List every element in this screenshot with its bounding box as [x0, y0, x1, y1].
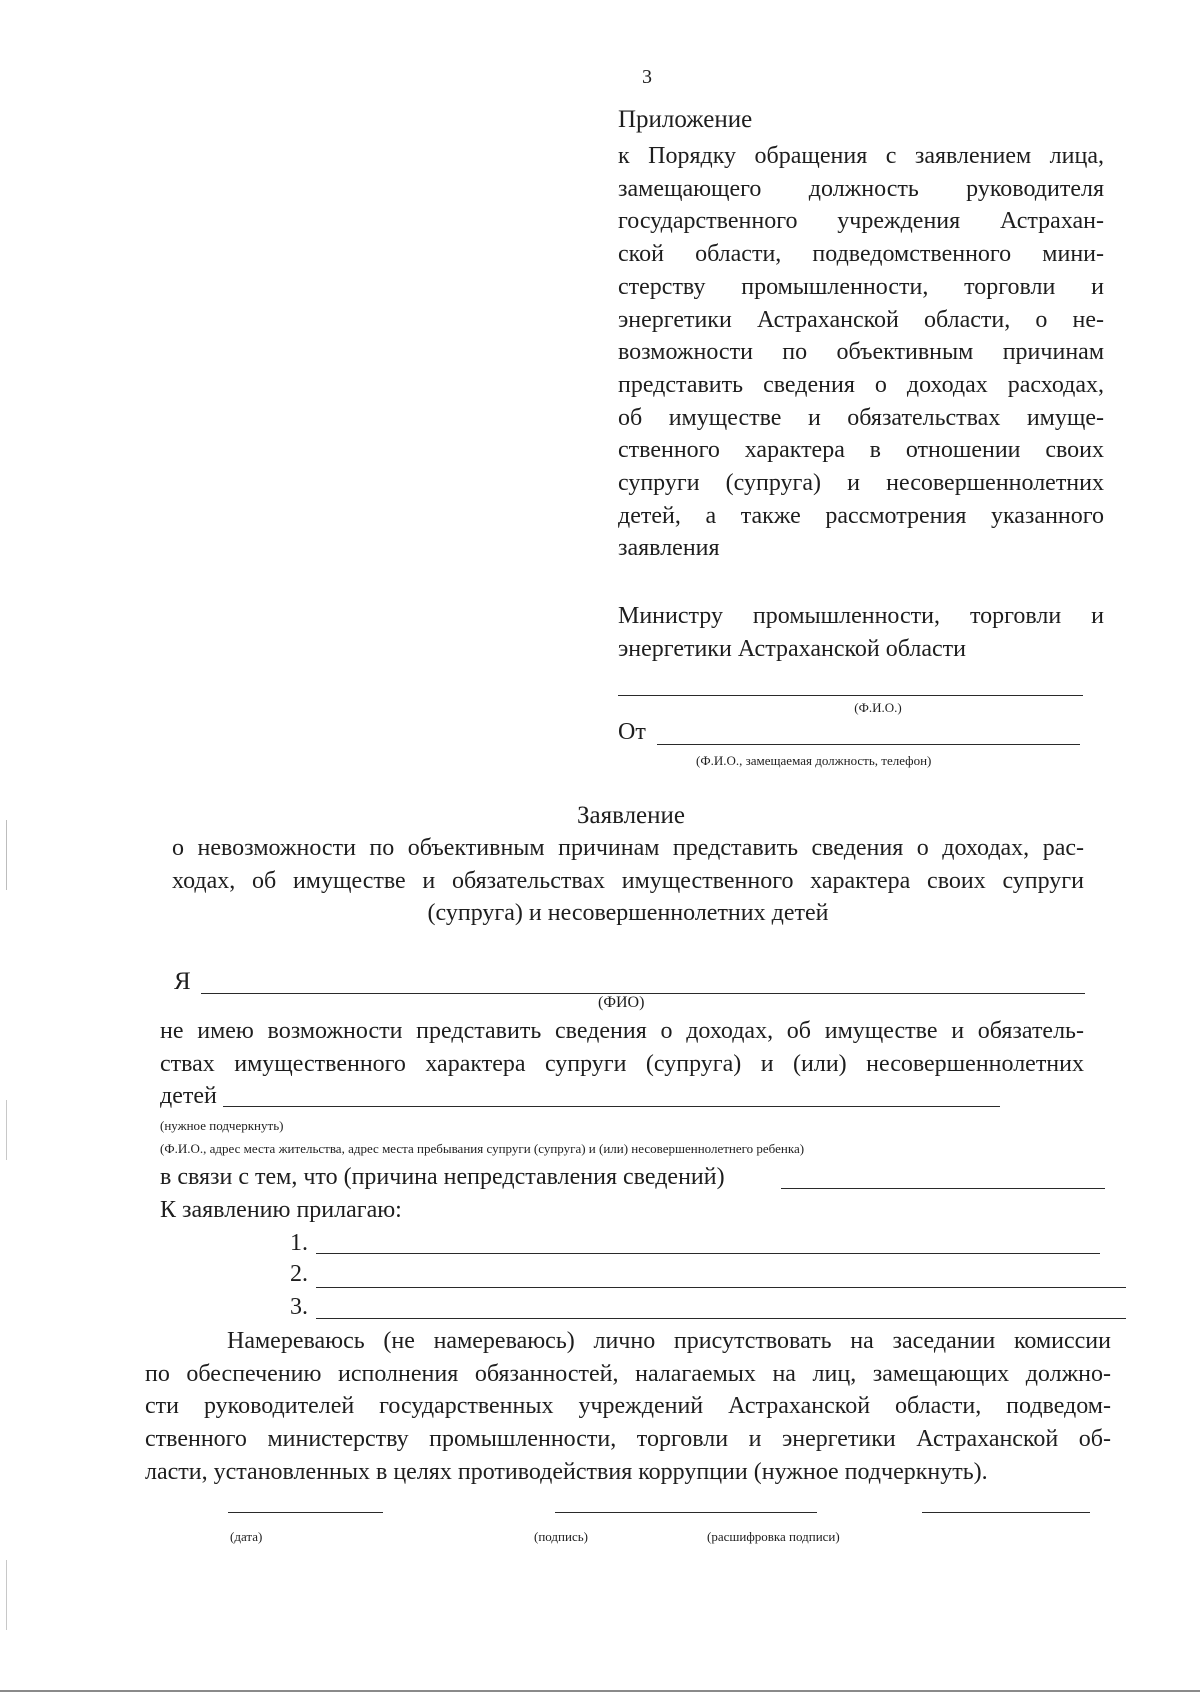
- addressee-block: [618, 600, 1104, 665]
- signature-line: [555, 1512, 817, 1513]
- attachment-number: 1.: [290, 1230, 308, 1256]
- appendix-line: к Порядку обращения с заявлением лица,: [618, 143, 1104, 169]
- sign-caption: (подпись): [534, 1529, 588, 1544]
- appendix-line: замещающего должность руководителя: [618, 175, 1104, 202]
- date-line: [228, 1512, 383, 1513]
- fio-caption: (Ф.И.О.): [854, 700, 902, 715]
- attachment-line: [316, 1287, 1126, 1288]
- appendix-line: возможности по объективным причинам: [618, 339, 1104, 366]
- appendix-line: детей, а также рассмотрения указанного: [618, 502, 1104, 529]
- subtitle-line: о невозможности по объективным причинам представить сведения о доходах, рас-: [172, 835, 1084, 861]
- statement-title: Заявление: [576, 802, 686, 829]
- attachment-number: 3.: [290, 1294, 308, 1320]
- children-label: детей: [160, 1083, 217, 1110]
- subtitle-line: (супруга) и несовершеннолетних детей: [427, 900, 829, 927]
- appendix-title: Приложение: [618, 106, 753, 133]
- scan-mark: [6, 820, 7, 890]
- appendix-line: заявления: [618, 535, 720, 562]
- attach-label: К заявлению прилагаю:: [160, 1197, 402, 1223]
- page-number: 3: [642, 66, 652, 88]
- appendix-line: супруги (супруга) и несовершеннолетних: [618, 470, 1104, 497]
- intention-line: сти руководителей государственных учреждений Астраханской области, подведом-: [145, 1393, 1111, 1420]
- person-caption: (Ф.И.О., адрес места жительства, адрес места пребывания супруги (супруга) и (или) несовершеннолетнего ребенка): [160, 1141, 805, 1156]
- appendix-line: стерству промышленности, торговли и: [618, 273, 1104, 300]
- appendix-line: государственного учреждения Астрахан-: [618, 208, 1104, 235]
- appendix-line: ственного характера в отношении своих: [618, 437, 1104, 464]
- intention-line: по обеспечению исполнения обязанностей, налагаемых на лиц, замещающих должно-: [145, 1360, 1111, 1387]
- appendix-line: об имуществе и обязательствах имуще-: [618, 404, 1104, 431]
- attachment-line: [316, 1318, 1126, 1319]
- underline-note: (нужное подчеркнуть): [160, 1118, 284, 1133]
- intention-paragraph: [145, 1325, 1111, 1489]
- body-text: [160, 1015, 1084, 1113]
- from-line: [657, 744, 1080, 745]
- attachment-number: 2.: [290, 1261, 308, 1287]
- decode-line: [922, 1512, 1090, 1513]
- attachment-line: [316, 1253, 1100, 1254]
- from-label: От: [618, 719, 646, 745]
- intention-line: ственного министерству промышленности, торговли и энергетики Астраханской об-: [145, 1426, 1111, 1453]
- subtitle-line: ходах, об имуществе и обязательствах имущественного характера своих супруги: [172, 867, 1084, 894]
- addressee-line: Министру промышленности, торговли и: [618, 603, 1104, 629]
- body-line: не имею возможности представить сведения о доходах, об имуществе и обязатель-: [160, 1018, 1084, 1044]
- intention-line: ласти, установленных в целях противодействия коррупции (нужное подчеркнуть).: [145, 1458, 988, 1485]
- date-caption: (дата): [230, 1529, 263, 1544]
- reason-label: в связи с тем, что (причина непредставления сведений): [160, 1164, 725, 1190]
- scan-mark: [6, 1560, 7, 1630]
- decode-caption: (расшифровка подписи): [707, 1529, 840, 1544]
- appendix-line: энергетики Астраханской области, о не-: [618, 306, 1104, 333]
- from-caption: (Ф.И.О., замещаемая должность, телефон): [696, 753, 932, 768]
- scan-edge: [0, 1690, 1200, 1692]
- i-label: Я: [174, 968, 191, 995]
- appendix-text: [618, 140, 1104, 565]
- addressee-line: энергетики Астраханской области: [618, 635, 966, 662]
- appendix-line: представить сведения о доходах расходах,: [618, 371, 1104, 398]
- children-line: [223, 1106, 1000, 1107]
- reason-line: [781, 1188, 1105, 1189]
- i-fio-caption: (ФИО): [598, 994, 645, 1011]
- fio-line: [618, 695, 1083, 696]
- statement-subtitle: [172, 832, 1084, 930]
- body-line: ствах имущественного характера супруги (супруга) и (или) несовершеннолетних: [160, 1050, 1084, 1077]
- intention-line: Намереваюсь (не намереваюсь) лично присутствовать на заседании комиссии: [227, 1328, 1111, 1354]
- appendix-line: ской области, подведомственного мини-: [618, 241, 1104, 268]
- scan-mark: [6, 1100, 7, 1160]
